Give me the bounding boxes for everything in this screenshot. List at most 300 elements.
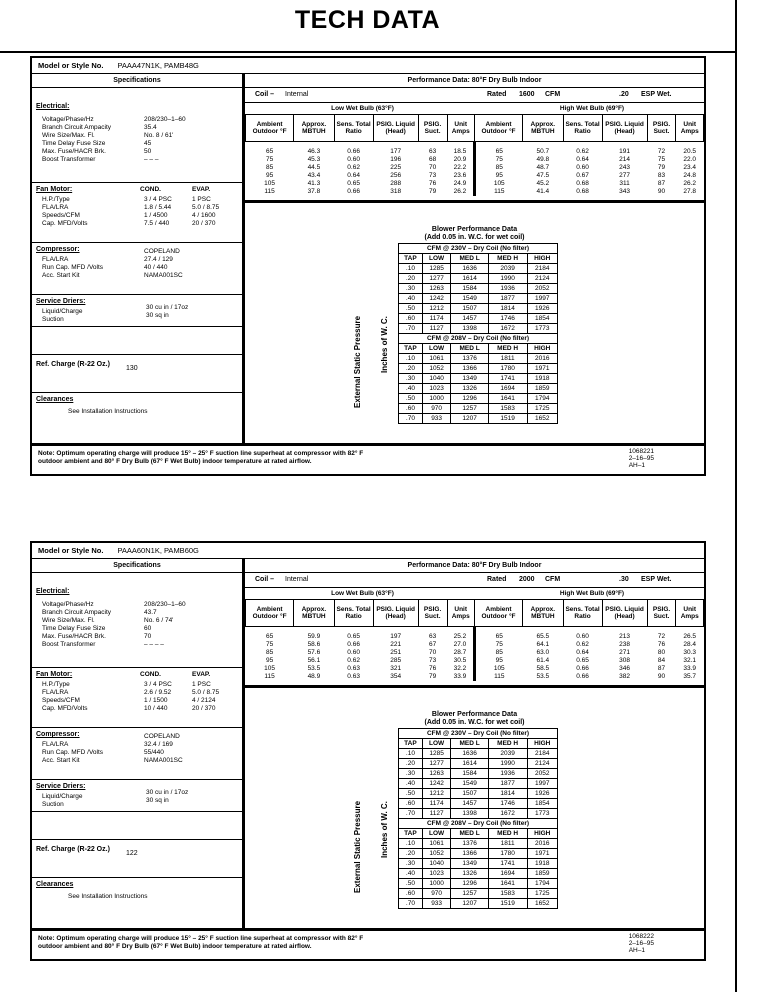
- blower-208-cell: 1971: [527, 364, 558, 374]
- electrical-values: [144, 601, 186, 649]
- table-row: [399, 779, 558, 789]
- blower-208-cell: 1376: [451, 839, 488, 849]
- model-value: PAAA47N1K, PAMB48G: [117, 61, 199, 70]
- high-wet-bulb-header: High Wet Bulb (69°F): [559, 590, 625, 597]
- blower-caption-row: [399, 244, 558, 254]
- electrical-key: Max. Fuse/HACR Brk.: [42, 633, 106, 640]
- right-border: [735, 0, 737, 992]
- high-wb-cell: 105: [474, 665, 522, 673]
- fan-evap-value: 20 / 370: [192, 220, 216, 227]
- clearances-label: Clearances: [36, 881, 74, 888]
- table-row: [246, 156, 704, 164]
- compressor-section: [32, 728, 242, 780]
- low-wb-cell: 46.3: [307, 148, 321, 155]
- coil-row: [245, 88, 704, 103]
- high-wb-cell: 27.8: [683, 188, 697, 195]
- low-wb-cell: 37.8: [307, 188, 321, 195]
- fan-key: H.P./Type: [42, 196, 70, 203]
- service-values: [146, 789, 188, 805]
- blower-208-cell: 1918: [527, 859, 558, 869]
- fan-key: Speeds/CFM: [42, 212, 80, 219]
- blower-230-cell: .30: [399, 769, 423, 779]
- table-row: [246, 649, 704, 657]
- high-wb-cell: 271: [619, 649, 631, 656]
- electrical-label: Electrical:: [36, 103, 70, 110]
- electrical-key: Voltage/Phase/Hz: [42, 601, 94, 608]
- high-wb-cell: 65: [474, 142, 522, 157]
- electrical-value: No. 6 / 74': [144, 617, 174, 624]
- electrical-keys: [42, 601, 111, 649]
- blower-230-cell: 1990: [488, 759, 527, 769]
- table-row: [246, 142, 704, 157]
- high-wb-cell: 0.64: [576, 156, 589, 163]
- performance-col-header: Approx. MBTUH: [294, 600, 334, 627]
- clearances-label: Clearances: [36, 396, 74, 403]
- model-value: PAAA60N1K, PAMB60G: [117, 546, 199, 555]
- low-wb-cell: 27.0: [453, 641, 467, 648]
- low-wb-cell: 318: [390, 188, 402, 195]
- doc-rev: AH–1: [628, 947, 645, 954]
- spec-sheet-2: [30, 541, 706, 961]
- evap-header: EVAP.: [192, 186, 211, 193]
- low-wb-cell: 251: [390, 649, 402, 656]
- fan-cond-value: 2.6 / 9.52: [144, 689, 172, 696]
- performance-col-header: PSIG. Liquid (Head): [373, 115, 418, 142]
- blower-208-cell: .10: [399, 354, 423, 364]
- blower-230-cell: 1877: [488, 294, 527, 304]
- high-wb-cell: 115: [474, 188, 522, 196]
- high-wb-cell: 64.1: [536, 641, 550, 648]
- blower-230-cell: .40: [399, 779, 423, 789]
- low-wb-cell: 70: [428, 164, 437, 171]
- rated-cfm: 1600: [519, 91, 535, 98]
- low-wb-cell: 18.5: [453, 148, 467, 155]
- blower-230-cell: 1584: [451, 284, 488, 294]
- electrical-key: Max. Fuse/HACR Brk.: [42, 148, 106, 155]
- coil-label: Coil –: [255, 576, 275, 583]
- blower-caption-row: [399, 729, 558, 739]
- electrical-values: [144, 116, 186, 164]
- blower-230-cell: 1174: [422, 314, 451, 324]
- blower-area: [245, 685, 704, 928]
- blower-caption-row: [399, 334, 558, 344]
- blower-230-cell: 1672: [488, 324, 527, 334]
- blower-table: [398, 728, 558, 909]
- compressor-value: COPELAND: [144, 733, 180, 740]
- low-wb-cell: 70: [428, 649, 437, 656]
- performance-col-header: PSIG. Liquid (Head): [373, 600, 418, 627]
- blower-208-cell: .70: [399, 414, 423, 424]
- low-wb-cell: 48.9: [307, 673, 321, 680]
- low-wb-cell: 25.2: [453, 633, 467, 640]
- fan-cond-values: [144, 196, 172, 228]
- charge-label: Ref. Charge (R-22 Oz.): [36, 846, 110, 853]
- blower-col-header: MED L: [451, 829, 488, 839]
- blower-208-cell: 1725: [527, 889, 558, 899]
- blower-230-cell: .50: [399, 304, 423, 314]
- blower-col-header: HIGH: [527, 254, 558, 264]
- electrical-key: Branch Circuit Ampacity: [42, 124, 111, 131]
- blower-208-cell: 2016: [527, 839, 558, 849]
- electrical-section: [32, 88, 242, 183]
- compressor-value: 32.4 / 169: [144, 741, 173, 748]
- blower-208-cell: 1652: [527, 414, 558, 424]
- blower-208-cell: 1641: [488, 394, 527, 404]
- table-row: [399, 759, 558, 769]
- high-wb-cell: 0.60: [576, 164, 589, 171]
- low-wb-cell: 23.6: [453, 172, 467, 179]
- blower-230-cell: 1814: [488, 789, 527, 799]
- performance-col-header: Approx. MBTUH: [294, 115, 334, 142]
- electrical-key: Time Delay Fuse Size: [42, 140, 106, 147]
- high-wb-cell: 95: [474, 172, 522, 180]
- blower-230-cell: .30: [399, 284, 423, 294]
- high-wb-cell: 277: [619, 172, 631, 179]
- blower-caption-230: CFM @ 230V – Dry Coil (No filter): [399, 244, 558, 254]
- high-wb-cell: 87: [657, 665, 666, 672]
- high-wb-cell: 85: [474, 164, 522, 172]
- blower-208-cell: 1040: [422, 859, 451, 869]
- performance-col-header: PSIG. Suct.: [647, 600, 676, 627]
- electrical-value: – – – –: [144, 641, 164, 648]
- table-row: [399, 264, 558, 274]
- blower-col-header: MED L: [451, 739, 488, 749]
- table-row: [399, 404, 558, 414]
- fan-key: Cap. MFD/Volts: [42, 220, 88, 227]
- blower-230-cell: 1814: [488, 304, 527, 314]
- blower-208-cell: 1052: [422, 849, 451, 859]
- blower-208-cell: 970: [422, 404, 451, 414]
- electrical-key: Voltage/Phase/Hz: [42, 116, 94, 123]
- charge-value: [126, 850, 138, 858]
- blower-208-cell: 1366: [451, 849, 488, 859]
- blower-230-cell: 1398: [451, 324, 488, 334]
- blower-230-cell: 1636: [451, 264, 488, 274]
- high-wb-cell: 83: [657, 172, 666, 179]
- specifications-panel: [32, 559, 245, 928]
- service-driers-label: Service Driers:: [36, 783, 86, 790]
- electrical-value: 60: [144, 625, 152, 632]
- blower-230-cell: 1277: [422, 274, 451, 284]
- high-wb-cell: 0.66: [576, 673, 589, 680]
- blower-header-row: [399, 739, 558, 749]
- charge-value: [126, 365, 138, 373]
- blower-208-cell: 1257: [451, 404, 488, 414]
- high-wb-cell: 84: [657, 657, 666, 664]
- low-wb-cell: 95: [265, 172, 274, 179]
- blower-230-cell: .20: [399, 759, 423, 769]
- high-wb-cell: 79: [657, 164, 666, 171]
- specifications-panel: [32, 74, 245, 443]
- performance-col-header: Ambient Outdoor °F: [474, 115, 522, 142]
- blower-230-cell: 1877: [488, 779, 527, 789]
- blower-208-cell: 1794: [527, 394, 558, 404]
- high-wb-cell: 243: [619, 164, 631, 171]
- evap-header: EVAP.: [192, 671, 211, 678]
- fan-cond-value: 1.8 / 5.44: [144, 204, 172, 211]
- high-wb-cell: 72: [657, 148, 666, 155]
- blower-230-cell: 1936: [488, 284, 527, 294]
- blower-230-cell: 1127: [422, 809, 451, 819]
- low-wb-cell: 26.2: [453, 188, 467, 195]
- table-row: [399, 294, 558, 304]
- blower-subtitle: (Add 0.05 in. W.C. for wet coil): [424, 719, 525, 726]
- performance-header: Performance Data: 80°F Dry Bulb Indoor: [245, 559, 704, 573]
- performance-table: [245, 114, 704, 196]
- blank-section: [32, 812, 242, 840]
- blower-208-cell: .50: [399, 879, 423, 889]
- specifications-header: Specifications: [32, 559, 242, 573]
- table-row: [399, 899, 558, 909]
- performance-col-header: Sens. Total Ratio: [563, 600, 602, 627]
- blower-230-cell: 1672: [488, 809, 527, 819]
- blower-230-cell: 1285: [422, 749, 451, 759]
- clearances-text: See Installation Instructions: [68, 893, 148, 900]
- esp-vertical-label: External Static Pressure: [353, 800, 362, 893]
- service-key: Suction: [42, 801, 64, 808]
- low-wb-cell: 115: [264, 673, 275, 680]
- blower-230-cell: 1127: [422, 324, 451, 334]
- performance-col-header: Approx. MBTUH: [523, 600, 563, 627]
- high-wb-cell: 308: [619, 657, 631, 664]
- service-keys: [42, 308, 82, 324]
- esp-label: ESP Wet.: [641, 576, 672, 583]
- performance-header: Performance Data: 80°F Dry Bulb Indoor: [245, 74, 704, 88]
- performance-col-header: PSIG. Suct.: [418, 600, 447, 627]
- low-wet-bulb-header: Low Wet Bulb (63°F): [331, 590, 394, 597]
- table-row: [399, 879, 558, 889]
- high-wb-cell: 22.0: [683, 156, 697, 163]
- fan-cond-value: 3 / 4 PSC: [144, 681, 172, 688]
- electrical-key: Boost Transformer: [42, 156, 96, 163]
- compressor-value: COPELAND: [144, 248, 180, 255]
- blower-col-header: MED L: [451, 344, 488, 354]
- electrical-keys: [42, 116, 111, 164]
- low-wb-cell: 79: [428, 188, 437, 195]
- blower-208-cell: 1918: [527, 374, 558, 384]
- blower-230-cell: 1549: [451, 779, 488, 789]
- fan-evap-value: 5.0 / 8.75: [192, 689, 220, 696]
- blower-col-header: HIGH: [527, 829, 558, 839]
- blower-caption-208: CFM @ 208V – Dry Coil (No filter): [399, 334, 558, 344]
- low-wb-cell: 0.60: [347, 649, 360, 656]
- cfm-label: CFM: [545, 576, 561, 583]
- low-wb-cell: 0.65: [347, 633, 360, 640]
- blower-230-cell: 1854: [527, 314, 558, 324]
- low-wb-cell: 57.6: [307, 649, 321, 656]
- fan-cond-value: 1 / 1500: [144, 697, 168, 704]
- blower-208-cell: 1257: [451, 889, 488, 899]
- compressor-key: Acc. Start Kit: [42, 757, 80, 764]
- blower-208-cell: .40: [399, 384, 423, 394]
- low-wb-cell: 0.62: [347, 657, 360, 664]
- blower-230-cell: 1746: [488, 314, 527, 324]
- charge-section: [32, 840, 242, 878]
- high-wb-cell: 58.5: [536, 665, 550, 672]
- service-value: 30 cu in / 17oz: [146, 304, 189, 311]
- note-section: [32, 443, 704, 474]
- fan-cond-value: 10 / 440: [144, 705, 168, 712]
- high-wb-cell: 0.67: [576, 172, 589, 179]
- blower-caption-230: CFM @ 230V – Dry Coil (No filter): [399, 729, 558, 739]
- blower-title: Blower Performance Data: [431, 226, 518, 233]
- wet-bulb-row: [245, 588, 704, 599]
- high-wb-cell: 80: [657, 649, 666, 656]
- table-row: [246, 657, 704, 665]
- fan-key: Cap. MFD/Volts: [42, 705, 88, 712]
- blower-208-cell: 1641: [488, 879, 527, 889]
- low-wb-cell: 0.66: [347, 641, 360, 648]
- low-wb-cell: 0.60: [347, 156, 360, 163]
- blower-208-cell: 1349: [451, 374, 488, 384]
- coil-label: Coil –: [255, 91, 275, 98]
- table-row: [399, 364, 558, 374]
- model-label: Model or Style No.: [38, 546, 104, 555]
- high-wb-cell: 65: [474, 627, 522, 642]
- compressor-section: [32, 243, 242, 295]
- blower-208-cell: 1971: [527, 849, 558, 859]
- high-wb-cell: 26.5: [683, 633, 697, 640]
- blower-208-cell: 1000: [422, 394, 451, 404]
- electrical-value: – – –: [144, 156, 159, 163]
- coil-row: [245, 573, 704, 588]
- compressor-key: Run Cap. MFD /Volts: [42, 264, 104, 271]
- performance-col-header: Unit Amps: [676, 600, 704, 627]
- blower-col-header: TAP: [399, 344, 423, 354]
- blower-208-cell: 1583: [488, 889, 527, 899]
- electrical-section: [32, 573, 242, 668]
- blower-230-cell: 1997: [527, 294, 558, 304]
- high-wb-cell: 76: [657, 641, 666, 648]
- table-row: [246, 164, 704, 172]
- electrical-key: Wire Size/Max. Fl.: [42, 617, 95, 624]
- high-wb-cell: 382: [619, 673, 631, 680]
- blower-208-cell: 1376: [451, 354, 488, 364]
- blower-208-cell: 1296: [451, 879, 488, 889]
- compressor-keys: [42, 741, 103, 765]
- blower-230-cell: 1997: [527, 779, 558, 789]
- table-row: [399, 809, 558, 819]
- blower-208-cell: 1326: [451, 869, 488, 879]
- low-wb-cell: 56.1: [307, 657, 321, 664]
- blower-208-cell: 933: [422, 414, 451, 424]
- performance-panel: [245, 559, 704, 928]
- high-wb-cell: 75: [657, 156, 666, 163]
- compressor-values: [144, 248, 183, 280]
- low-wb-cell: 196: [390, 156, 402, 163]
- blower-230-cell: .20: [399, 274, 423, 284]
- electrical-value: 208/230–1–60: [144, 601, 186, 608]
- blower-col-header: HIGH: [527, 739, 558, 749]
- blower-208-cell: 1061: [422, 839, 451, 849]
- low-wb-cell: 43.4: [307, 172, 321, 179]
- blower-230-cell: .60: [399, 799, 423, 809]
- blower-230-cell: 2052: [527, 284, 558, 294]
- low-wb-cell: 79: [428, 673, 437, 680]
- table-row: [246, 188, 704, 196]
- blower-230-cell: 1854: [527, 799, 558, 809]
- high-wb-cell: 346: [619, 665, 631, 672]
- blower-230-cell: 1242: [422, 779, 451, 789]
- wet-bulb-row: [245, 103, 704, 114]
- note-line-2: outdoor ambient and 80° F Dry Bulb (67° F Wet Bulb) indoor temperature at rated airflow.: [38, 943, 312, 950]
- fan-evap-value: 20 / 370: [192, 705, 216, 712]
- high-wb-cell: 53.5: [536, 673, 550, 680]
- low-wb-cell: 105: [264, 665, 275, 672]
- blower-208-cell: 1725: [527, 404, 558, 414]
- compressor-key: FLA/LRA: [42, 741, 69, 748]
- table-row: [399, 374, 558, 384]
- cond-header: COND.: [140, 186, 161, 193]
- performance-header-row: [246, 600, 704, 627]
- note-line-1: Note: Optimum operating charge will produce 15° – 25° F suction line superheat at compressor with 82° F: [38, 450, 364, 457]
- blower-208-cell: .20: [399, 364, 423, 374]
- table-row: [399, 324, 558, 334]
- clearances-text-wrap: [68, 893, 148, 901]
- blower-230-cell: .70: [399, 809, 423, 819]
- electrical-key: Boost Transformer: [42, 641, 96, 648]
- high-wb-cell: 311: [619, 180, 630, 187]
- blower-header-row: [399, 344, 558, 354]
- high-wb-cell: 65.5: [536, 633, 550, 640]
- doc-number: 1068222: [628, 933, 654, 940]
- blower-208-cell: 1780: [488, 364, 527, 374]
- low-wb-cell: 225: [390, 164, 402, 171]
- service-driers-section: [32, 295, 242, 327]
- blower-header-row: [399, 254, 558, 264]
- low-wb-cell: 75: [265, 156, 274, 163]
- performance-col-header: Ambient Outdoor °F: [246, 115, 294, 142]
- table-row: [246, 641, 704, 649]
- blower-208-cell: .40: [399, 869, 423, 879]
- blower-230-cell: .40: [399, 294, 423, 304]
- low-wb-cell: 256: [390, 172, 402, 179]
- charge-number: 122: [126, 850, 138, 857]
- blower-208-cell: .30: [399, 859, 423, 869]
- blower-208-cell: 1694: [488, 384, 527, 394]
- high-wb-cell: 0.62: [576, 148, 589, 155]
- blower-230-cell: 2184: [527, 264, 558, 274]
- electrical-key: Time Delay Fuse Size: [42, 625, 106, 632]
- performance-col-header: Unit Amps: [447, 115, 474, 142]
- blower-208-cell: 1366: [451, 364, 488, 374]
- electrical-key: Wire Size/Max. Fl.: [42, 132, 95, 139]
- electrical-value: 208/230–1–60: [144, 116, 186, 123]
- low-wb-cell: 177: [390, 148, 402, 155]
- model-bar: [32, 543, 704, 559]
- performance-col-header: Ambient Outdoor °F: [474, 600, 522, 627]
- blower-208-cell: 1326: [451, 384, 488, 394]
- table-row: [399, 414, 558, 424]
- blower-col-header: TAP: [399, 829, 423, 839]
- blower-230-cell: .60: [399, 314, 423, 324]
- high-wb-cell: 26.2: [683, 180, 697, 187]
- performance-col-header: Unit Amps: [447, 600, 474, 627]
- high-wb-cell: 0.68: [576, 180, 589, 187]
- blower-230-cell: 1277: [422, 759, 451, 769]
- blower-208-cell: 1061: [422, 354, 451, 364]
- compressor-value: NAMA001SC: [144, 757, 183, 764]
- blower-208-cell: 1349: [451, 859, 488, 869]
- wc-vertical-label: Inches of W. C.: [380, 316, 389, 373]
- performance-col-header: PSIG. Suct.: [647, 115, 676, 142]
- electrical-value: 43.7: [144, 609, 157, 616]
- cfm-label: CFM: [545, 91, 561, 98]
- blower-230-cell: 2124: [527, 274, 558, 284]
- compressor-value: 27.4 / 129: [144, 256, 173, 263]
- blower-230-cell: 1926: [527, 789, 558, 799]
- blower-col-header: LOW: [422, 739, 451, 749]
